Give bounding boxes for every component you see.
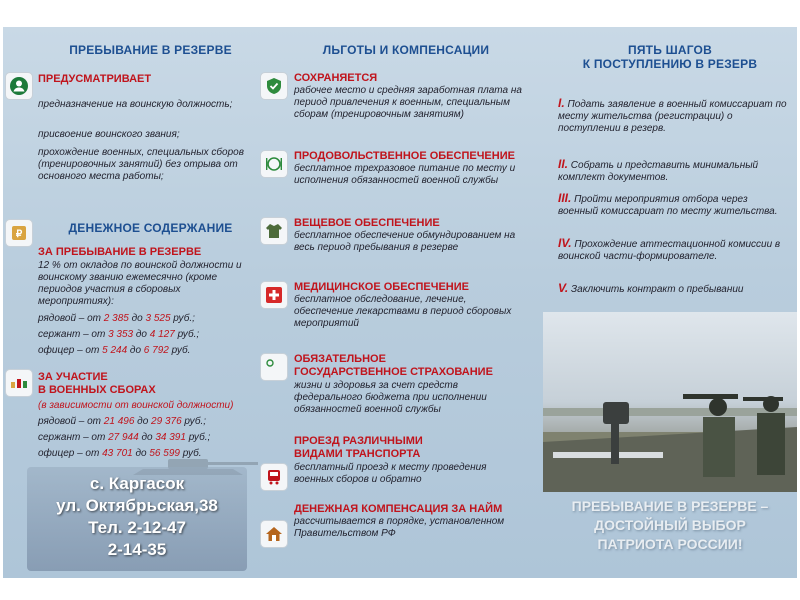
shield-check-icon xyxy=(260,72,288,100)
camp-note: (в зависимости от воинской должности) xyxy=(38,400,234,411)
benefit-heading-top: ОБЯЗАТЕЛЬНОЕ xyxy=(294,353,386,365)
plate-cutlery-icon xyxy=(260,150,288,178)
address-phone-2: 2-14-35 xyxy=(107,540,167,559)
benefit-heading: ПРОДОВОЛЬСТВЕННОЕ ОБЕСПЕЧЕНИЕ xyxy=(294,150,515,162)
slogan xyxy=(543,497,797,554)
jacket-icon xyxy=(260,217,288,245)
step-item: III. Пройти мероприятия отбора через военный комиссариат по месту жительства. xyxy=(558,191,778,217)
benefit-text: рассчитывается в порядке, установленном Правительством РФ xyxy=(294,516,505,539)
benefit-text: бесплатное обеспечение обмундированием на весь период пребывания в резерве xyxy=(294,230,516,253)
reserve-pay-row: рядовой – от 2 385 до 3 525 руб.; xyxy=(38,313,195,324)
train-icon xyxy=(260,463,288,491)
benefit-text: бесплатный проезд к месту проведения военных сборов и обратно xyxy=(294,462,487,485)
benefit-heading: ВИДАМИ ТРАНСПОРТА xyxy=(294,448,421,460)
money-title: ДЕНЕЖНОЕ СОДЕРЖАНИЕ xyxy=(68,221,233,235)
steps-title-1: ПЯТЬ ШАГОВ xyxy=(628,43,712,57)
column-benefits xyxy=(256,27,546,578)
soldiers-scene-icon xyxy=(543,312,797,492)
camp-heading-1: ЗА УЧАСТИЕ xyxy=(38,371,108,383)
benefit-text: рабочее место и средняя заработная плата на период привлечения к военным, специальным сборам (тренировочным занятиям) xyxy=(294,85,522,120)
military-camp-icon xyxy=(5,369,33,397)
reserve-poster xyxy=(3,27,797,578)
step-item: IV. Прохождение аттестационной комиссии в воинской части-формирователе. xyxy=(558,236,781,262)
camp-pay-row: офицер – от 43 701 до 56 599 руб. xyxy=(38,448,202,459)
steps-title-2: К ПОСТУПЛЕНИЮ В РЕЗЕРВ xyxy=(582,57,758,71)
medical-cross-icon xyxy=(260,281,288,309)
camp-pay-row: сержант – от 27 944 до 34 391 руб.; xyxy=(38,432,211,443)
step-item: II. Собрать и представить минимальный комплект документов. xyxy=(558,157,759,183)
slogan-line-3: ПАТРИОТА РОССИИ! xyxy=(597,536,743,552)
address-block xyxy=(27,467,247,571)
camp-heading-2: В ВОЕННЫХ СБОРАХ xyxy=(38,384,156,396)
slogan-line-1: ПРЕБЫВАНИЕ В РЕЗЕРВЕ – xyxy=(571,498,769,514)
column-steps xyxy=(543,27,797,578)
reserve-pay-row: сержант – от 3 353 до 4 127 руб.; xyxy=(38,329,200,340)
step-item: I. Подать заявление в военный комиссариат по месту жительства (регистрации) о поступлении в резерв. xyxy=(558,96,787,134)
slogan-line-2: ДОСТОЙНЫЙ ВЫБОР xyxy=(594,517,746,533)
column-reserve xyxy=(3,27,273,578)
benefit-text: бесплатное трехразовое питание по месту и исполнения обязанностей военной службы xyxy=(294,163,516,186)
provides-item-3: прохождение военных, специальных сборов (тренировочных занятий) без отрыва от основного места работы; xyxy=(38,147,244,182)
insurance-icon xyxy=(260,353,288,381)
benefit-text: бесплатное обследование, лечение, обеспечение лекарствами в период сборовых мероприятий xyxy=(294,294,512,329)
benefit-heading: ДЕНЕЖНАЯ КОМПЕНСАЦИЯ ЗА НАЙМ xyxy=(294,503,503,515)
people-icon xyxy=(5,72,33,100)
benefit-heading: МЕДИЦИНСКОЕ ОБЕСПЕЧЕНИЕ xyxy=(294,281,469,293)
reserve-title: ПРЕБЫВАНИЕ В РЕЗЕРВЕ xyxy=(69,43,232,57)
soldiers-photo xyxy=(543,312,797,492)
step-item: V. Заключить контракт о пребывании xyxy=(558,281,744,295)
benefit-heading-top: ПРОЕЗД РАЗЛИЧНЫМИ xyxy=(294,435,423,447)
benefit-heading: ГОСУДАРСТВЕННОЕ СТРАХОВАНИЕ xyxy=(294,366,493,378)
svg-text:₽: ₽ xyxy=(15,229,23,240)
benefits-title: ЛЬГОТЫ И КОМПЕНСАЦИИ xyxy=(322,43,490,57)
provides-item-2: присвоение воинского звания; xyxy=(38,129,180,140)
reserve-pay-heading: ЗА ПРЕБЫВАНИЕ В РЕЗЕРВЕ xyxy=(38,246,202,258)
address-street: ул. Октябрьская,38 xyxy=(56,496,218,515)
benefit-text: жизни и здоровья за счет средств федерального бюджета при исполнении обязанностей военной службы xyxy=(294,380,487,415)
reserve-pay-row: офицер – от 5 244 до 6 792 руб. xyxy=(38,345,191,356)
house-icon xyxy=(260,520,288,548)
camp-pay-row: рядовой – от 21 496 до 29 376 руб.; xyxy=(38,416,207,427)
benefit-heading: СОХРАНЯЕТСЯ xyxy=(294,72,378,84)
address-village: с. Каргасок xyxy=(89,474,185,493)
address-phone-1: Тел. 2-12-47 xyxy=(88,518,186,537)
reserve-pay-desc: 12 % от окладов по воинской должности и воинскому званию ежемесячно (кроме периодов участия в сборовых мероприятиях): xyxy=(38,260,242,307)
benefit-heading: ВЕЩЕВОЕ ОБЕСПЕЧЕНИЕ xyxy=(294,217,440,229)
money-icon xyxy=(5,219,33,247)
provides-heading: ПРЕДУСМАТРИВАЕТ xyxy=(38,73,152,85)
provides-item-1: предназначение на воинскую должность; xyxy=(38,99,233,110)
